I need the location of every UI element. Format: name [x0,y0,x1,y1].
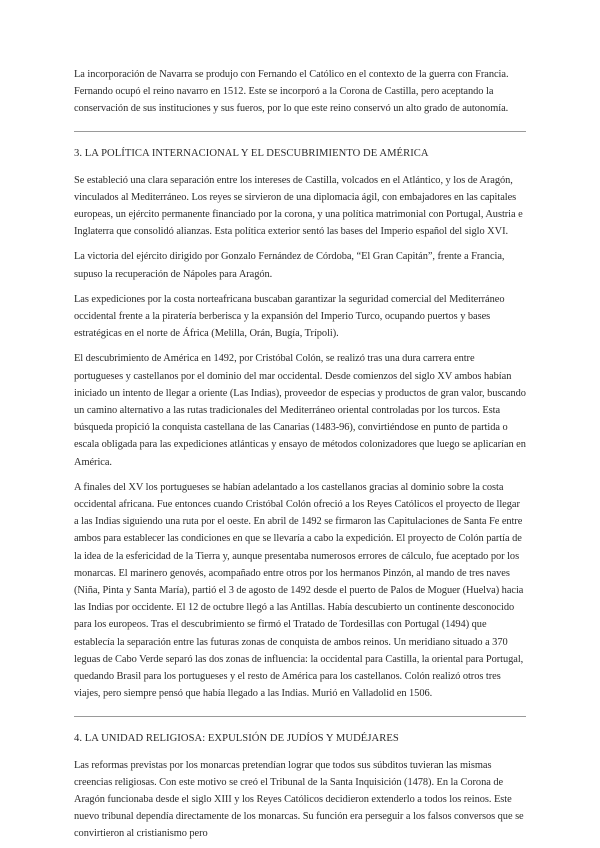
document-content [74,66,526,843]
section-4-heading: 4. LA UNIDAD RELIGIOSA: EXPULSIÓN DE JUDÍOS Y MUDÉJARES [74,732,399,744]
intro-paragraph: La incorporación de Navarra se produjo con Fernando el Católico en el contexto de la guerra con Francia. Fernando ocupó el reino navarro en 1512. Este se incorporó a la Corona de Castilla, pero aceptando la conservación de sus instituciones y sus fueros, por lo que este reino conservó un alto grado de autonomía. [74,69,509,115]
section-3-paragraph-5: A finales del XV los portugueses se habían adelantado a los castellanos gracias al dominio sobre la costa occidental africana. Fue entonces cuando Cristóbal Colón ofreció a los Reyes Católicos el proyecto de llegar a las Indias siguiendo una ruta por el oeste. En abril de 1492 se firmaron las Capitulaciones de Santa Fe entre ambos para establecer las condiciones en que se llevaría a cabo la expedición. El proyecto de Colón partía de la idea de la esfericidad de la Tierra y, aunque presentaba numerosos errores de cálculo, fue aceptado por los monarcas. El marinero genovés, acompañado entre otros por los hermanos Pinzón, al mando de tres naves (Niña, Pinta y Santa María), partió el 3 de agosto de 1492 desde el puerto de Palos de Moguer (Huelva) hacia las Indias por occidente. El 12 de octubre llegó a las Antillas. Había descubierto un continente desconocido para los europeos. Tras el descubrimiento se firmó el Tratado de Tordesillas con Portugal (1494) que establecía la separación entre las futuras zonas de conquista de ambos reinos. Un meridiano situado a 370 leguas de Cabo Verde separó las dos zonas de influencia: la occidental para Castilla, la oriental para Portugal, quedando Brasil para los portugueses y el resto de América para los castellanos. Colón realizó otros tres viajes, pero siempre pensó que había llegado a las Indias. Murió en Valladolid en 1506. [74,481,524,700]
section-divider [74,716,526,717]
section-3-paragraph-3: Las expediciones por la costa norteafricana buscaban garantizar la seguridad comercial del Mediterráneo occidental frente a la piratería berberisca y la expansión del Imperio Turco, ocupando puertos y bases estratégicas en el norte de África (Melilla, Orán, Bugía, Trípoli). [74,293,505,340]
section-3-paragraph-1: Se estableció una clara separación entre los intereses de Castilla, volcados en el Atlántico, y los de Aragón, vinculados al Mediterráneo. Los reyes se sirvieron de una diplomacia ágil, con embajadores en las capitales europeas, un ejército permanente financiado por la corona, y una política matrimonial con Portugal, Austria e Inglaterra que consolidó alianzas. Esta política exterior sentó las bases del Imperio español del siglo XVI. [74,174,523,238]
section-4-paragraph-1: Las reformas previstas por los monarcas pretendían lograr que todos sus súbditos tuvieran las mismas creencias religiosas. Con este motivo se creó el Tribunal de la Santa Inquisición (1478). En la Corona de Aragón funcionaba desde el siglo XIII y los Reyes Católicos decidieron extenderlo a todos los reinos. Este nuevo tribunal dependía directamente de los monarcas. Su función era perseguir a los falsos conversos que se convirtieron al cristianismo pero [74,759,524,840]
section-divider [74,131,526,132]
section-3-paragraph-2: La victoria del ejército dirigido por Gonzalo Fernández de Córdoba, “El Gran Capitán”, frente a Francia, supuso la recuperación de Nápoles para Aragón. [74,251,505,280]
section-3-heading: 3. LA POLÍTICA INTERNACIONAL Y EL DESCUBRIMIENTO DE AMÉRICA [74,147,429,159]
section-3-paragraph-4: El descubrimiento de América en 1492, por Cristóbal Colón, se realizó tras una dura carrera entre portugueses y castellanos por el dominio del mar occidental. Desde comienzos del siglo XV ambos habían iniciado un intento de llegar a oriente (Las Indias), proveedor de especias y productos de gran valor, buscando un camino alternativo a las rutas tradicionales del Mediterráneo oriental controladas por los turcos. Esta búsqueda propició la conquista castellana de las Canarias (1483-96), convirtiéndose en punto de partida o escala obligada para las expediciones atlánticas y ensayo de métodos colonizadores que luego se aplicarían en América. [74,353,526,468]
